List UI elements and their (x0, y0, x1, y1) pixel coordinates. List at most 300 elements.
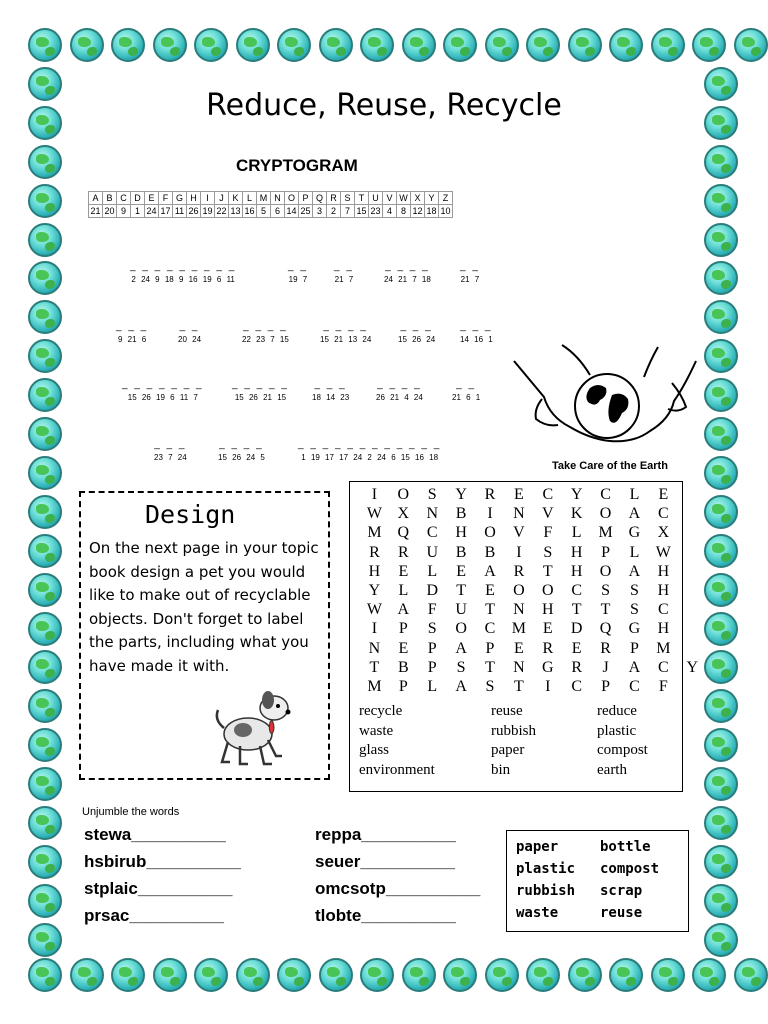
globe-icon (704, 261, 738, 295)
cryptogram-word (218, 440, 265, 462)
wordsearch-letter: P (601, 677, 611, 695)
wordsearch-letter: C (658, 505, 669, 523)
cryptogram-numbers: 15 26 24 (398, 335, 436, 344)
key-letter: L (243, 192, 257, 205)
key-code: 2 (327, 205, 341, 218)
wordsearch-letter: H (657, 562, 670, 580)
wordsearch-letter: Y (570, 486, 583, 503)
wordsearch-letter: M (367, 677, 382, 695)
wordsearch-letter: S (630, 581, 639, 599)
wordsearch-letter: T (485, 658, 495, 676)
wordsearch-letter: D (426, 581, 438, 599)
wordsearch-letter: R (398, 543, 409, 561)
key-code: 17 (160, 206, 171, 216)
key-letter: U (369, 192, 383, 205)
cryptogram-blanks: _ _ (179, 321, 200, 332)
image-caption: Take Care of the Earth (552, 460, 668, 472)
globe-icon (704, 534, 738, 568)
wordsearch-letter: P (485, 639, 495, 657)
wordsearch-letter: E (485, 581, 495, 599)
wordsearch-row (360, 600, 707, 619)
wordsearch-letter: F (427, 601, 437, 619)
globe-icon (704, 339, 738, 373)
hands-holding-earth-icon (512, 343, 698, 455)
wordsearch-row (360, 504, 707, 523)
globe-icon (704, 728, 738, 762)
globe-icon (609, 958, 643, 992)
wordsearch-letter: E (398, 562, 409, 580)
cryptogram-blanks: _ _ _ _ _ _ _ _ _ (130, 261, 237, 272)
cryptogram-blanks: _ _ _ (314, 379, 347, 390)
wordsearch-letter: R (571, 658, 583, 676)
globe-icon (28, 456, 62, 490)
globe-icon (692, 28, 726, 62)
dog-icon (210, 684, 300, 774)
cryptogram-blanks: _ _ (288, 261, 308, 272)
wordsearch-word: plastic (597, 722, 637, 739)
globe-icon (28, 689, 62, 723)
key-code: 22 (216, 206, 227, 216)
globe-icon (443, 958, 477, 992)
cryptogram-blanks: _ _ _ _ (385, 261, 430, 272)
cryptogram-word (312, 380, 349, 402)
globe-icon (485, 958, 519, 992)
wordsearch-letter: N (426, 505, 438, 523)
wordsearch-letter: M (598, 524, 613, 542)
answer-word: compost (600, 861, 660, 877)
cryptogram-blanks: _ _ _ (154, 439, 187, 450)
cryptogram-word (122, 380, 204, 402)
cryptogram-numbers: 18 14 23 (312, 393, 350, 402)
key-letter: N (271, 192, 285, 205)
wordsearch-letter: E (571, 639, 582, 657)
wordsearch-letter: W (366, 505, 382, 523)
wordsearch-grid (360, 485, 707, 696)
wordsearch-letter: C (658, 658, 669, 676)
cryptogram-numbers: 21 7 (334, 275, 354, 284)
cryptogram-blanks: _ _ _ (400, 321, 433, 332)
cryptogram-word (452, 380, 480, 402)
globe-icon (485, 28, 519, 62)
cryptogram-word (320, 322, 371, 344)
wordsearch-letter: L (398, 581, 409, 599)
unjumble-item: omcsotp__________ (315, 879, 481, 898)
cryptogram-blanks: _ _ _ (116, 321, 149, 332)
wordsearch-letter: H (455, 524, 467, 542)
cryptogram-word (460, 262, 480, 284)
cryptogram-numbers: 1 19 17 17 24 2 24 6 15 16 18 (301, 453, 439, 462)
wordsearch-letter: R (513, 562, 525, 580)
wordsearch-letter: P (601, 543, 611, 561)
cryptogram-numbers: 9 21 6 (118, 335, 147, 344)
wordsearch-letter: H (570, 543, 583, 561)
cryptogram-word (460, 322, 493, 344)
key-letter: I (201, 192, 215, 205)
wordsearch-letter: L (571, 524, 582, 542)
wordsearch-letter: W (655, 543, 671, 561)
key-letter: A (89, 192, 103, 205)
wordsearch-letter: C (600, 486, 611, 503)
wordsearch-letter: A (628, 562, 641, 580)
wordsearch-letter: Q (397, 524, 410, 542)
wordsearch-letter: P (427, 639, 437, 657)
wordsearch-letter: H (570, 562, 583, 580)
globe-icon (319, 958, 353, 992)
cryptogram-word (116, 322, 148, 344)
wordsearch-row (360, 485, 707, 504)
unjumble-item: reppa__________ (315, 825, 456, 844)
globe-icon (28, 845, 62, 879)
wordsearch-letter: Y (368, 581, 381, 599)
answer-word: reuse (600, 905, 643, 921)
globe-icon (28, 884, 62, 918)
key-letter: X (411, 192, 425, 205)
globe-icon (651, 28, 685, 62)
wordsearch-letter: O (455, 620, 467, 638)
wordsearch-letter: E (514, 486, 524, 503)
wordsearch-letter: V (542, 505, 554, 523)
key-code: 11 (173, 205, 187, 218)
globe-icon (277, 28, 311, 62)
wordsearch-word: recycle (359, 703, 403, 719)
page-title: Reduce, Reuse, Recycle (206, 88, 562, 123)
key-code: 4 (383, 205, 397, 218)
cryptogram-word (376, 380, 423, 402)
wordsearch-letter: S (543, 543, 553, 561)
wordsearch-letter: X (397, 505, 410, 523)
wordsearch-letter: N (513, 505, 525, 523)
wordsearch-letter: A (628, 505, 641, 523)
cryptogram-word (232, 380, 289, 402)
wordsearch-letter: C (629, 677, 640, 695)
wordsearch-letter: H (368, 562, 381, 580)
cryptogram-word (154, 440, 187, 462)
globe-icon (70, 958, 104, 992)
globe-icon (360, 28, 394, 62)
key-letter: O (285, 192, 299, 205)
wordsearch-letter: O (599, 562, 612, 580)
cryptogram-blanks: _ _ _ _ _ (232, 379, 289, 390)
wordsearch-letter: R (542, 639, 554, 657)
wordsearch-letter: T (571, 601, 582, 619)
wordsearch-letter: N (368, 639, 381, 657)
cryptogram-numbers: 23 7 24 (154, 453, 187, 462)
globe-icon (28, 223, 62, 257)
key-letter: R (327, 192, 341, 205)
key-letter: F (159, 192, 173, 205)
wordsearch-letter: H (542, 601, 554, 619)
wordsearch-letter: E (456, 562, 466, 580)
unjumble-item: prsac__________ (84, 906, 224, 925)
wordsearch-letter: E (398, 639, 409, 657)
key-letter: D (131, 192, 145, 205)
cryptogram-numbers: 24 21 7 18 (384, 275, 431, 284)
wordsearch-letter: A (628, 658, 641, 676)
wordsearch-letter: E (514, 639, 524, 657)
wordsearch-letter: Y (455, 486, 467, 503)
wordsearch-letter: Y (686, 658, 699, 676)
cryptogram-title: CRYPTOGRAM (236, 156, 358, 175)
globe-icon (28, 923, 62, 957)
wordsearch-letter: S (601, 581, 611, 599)
key-code: 16 (244, 206, 255, 216)
globe-icon (111, 28, 145, 62)
wordsearch-row (360, 523, 707, 542)
wordsearch-letter: M (656, 639, 671, 657)
globe-icon (236, 958, 270, 992)
globe-icon (28, 612, 62, 646)
wordsearch-word: glass (359, 742, 389, 758)
globe-icon (704, 767, 738, 801)
wordsearch-row (360, 562, 707, 581)
cryptogram-blanks: _ _ _ _ _ _ _ _ _ _ _ _ (298, 439, 442, 450)
globe-icon (28, 417, 62, 451)
wordsearch-letter: I (371, 486, 378, 503)
wordsearch-letter: S (630, 601, 639, 619)
wordsearch-letter: D (570, 620, 583, 638)
cryptogram-numbers: 14 16 1 (460, 335, 493, 344)
unjumble-item: hsbirub__________ (84, 852, 241, 871)
globe-icon (28, 767, 62, 801)
globe-icon (734, 958, 768, 992)
key-code: 5 (257, 205, 271, 218)
cryptogram-blanks: _ _ _ _ (323, 321, 368, 332)
wordsearch-letter: B (455, 543, 467, 561)
cryptogram-blanks: _ _ (334, 261, 354, 272)
cryptogram-blanks: _ _ _ _ (243, 321, 288, 332)
globe-icon (704, 300, 738, 334)
globe-icon (704, 612, 738, 646)
globe-icon (28, 495, 62, 529)
design-title: Design (145, 500, 236, 529)
cryptogram-blanks: _ _ _ _ (219, 439, 264, 450)
cryptogram-blanks: _ _ (456, 379, 477, 390)
globe-icon (704, 884, 738, 918)
unjumble-label: Unjumble the words (82, 806, 180, 818)
wordsearch-word: reuse (491, 703, 523, 719)
globe-icon (70, 28, 104, 62)
wordsearch-letter: G (628, 620, 641, 638)
wordsearch-row (360, 639, 707, 658)
wordsearch-letter: N (513, 601, 525, 619)
key-letter: H (187, 192, 201, 205)
cryptogram-numbers: 19 7 (288, 275, 308, 284)
wordsearch-row (360, 619, 707, 638)
wordsearch-letter: O (484, 524, 496, 542)
key-code: 13 (230, 206, 241, 216)
globe-icon (526, 958, 560, 992)
wordsearch-letter: P (398, 620, 408, 638)
wordsearch-letter: J (602, 658, 609, 676)
wordsearch-letter: B (484, 543, 496, 561)
wordsearch-letter: C (484, 620, 496, 638)
wordsearch-word: environment (359, 761, 435, 778)
globe-icon (28, 378, 62, 412)
wordsearch-letter: M (367, 524, 382, 542)
globe-icon (443, 28, 477, 62)
wordsearch-letter: R (484, 486, 496, 503)
cryptogram-key (88, 191, 453, 218)
globe-icon (28, 650, 62, 684)
wordsearch-letter: C (542, 486, 554, 503)
key-code: 25 (300, 206, 311, 216)
wordsearch-letter: S (485, 677, 495, 695)
globe-icon (153, 28, 187, 62)
cryptogram-numbers: 2 24 9 18 9 16 19 6 11 (131, 275, 235, 284)
wordsearch-row (360, 581, 707, 600)
key-letter: G (173, 192, 187, 205)
globe-icon (704, 417, 738, 451)
key-code: 6 (271, 205, 285, 218)
key-letter: T (355, 192, 369, 205)
answer-word: plastic (516, 861, 576, 877)
unjumble-item: stewa__________ (84, 825, 226, 844)
wordsearch-row (360, 658, 707, 677)
globe-icon (28, 300, 62, 334)
key-code: 15 (356, 206, 367, 216)
globe-icon (734, 28, 768, 62)
globe-icon (704, 223, 738, 257)
globe-icon (568, 958, 602, 992)
wordsearch-word: rubbish (491, 722, 536, 739)
cryptogram-numbers: 26 21 4 24 (376, 393, 423, 402)
globe-icon (28, 261, 62, 295)
wordsearch-letter: O (397, 486, 410, 503)
wordsearch-letter: L (427, 562, 438, 580)
cryptogram-numbers: 15 21 13 24 (320, 335, 372, 344)
key-code: 10 (440, 206, 451, 216)
wordsearch-letter: S (427, 620, 437, 638)
cryptogram-word (384, 262, 431, 284)
globe-icon (402, 28, 436, 62)
globe-icon (360, 958, 394, 992)
cryptogram-word (130, 262, 236, 284)
cryptogram-numbers: 15 26 24 5 (218, 453, 265, 462)
wordsearch-letter: S (456, 658, 466, 676)
wordsearch-letter: U (455, 601, 467, 619)
wordsearch-letter: P (630, 639, 639, 657)
cryptogram-word (288, 262, 308, 284)
answer-word: scrap (600, 883, 643, 899)
wordsearch-letter: H (657, 581, 670, 599)
key-letter: P (299, 192, 313, 205)
globe-icon (236, 28, 270, 62)
key-letter: V (383, 192, 397, 205)
cryptogram-numbers: 15 26 21 15 (234, 393, 287, 402)
cryptogram-blanks: _ _ _ (460, 321, 493, 332)
cryptogram-blanks: _ _ _ _ (377, 379, 422, 390)
wordsearch-letter: N (513, 658, 525, 676)
wordsearch-letter: F (543, 524, 553, 542)
key-letter: S (341, 192, 355, 205)
wordsearch-letter: X (657, 524, 670, 542)
wordsearch-word: waste (359, 722, 394, 739)
key-letter: C (117, 192, 131, 205)
globe-icon (704, 845, 738, 879)
wordsearch-letter: R (600, 639, 611, 657)
globe-icon (609, 28, 643, 62)
answer-word: paper (516, 839, 559, 855)
wordsearch-letter: P (427, 658, 437, 676)
key-code: 9 (117, 205, 131, 218)
wordsearch-letter: I (516, 543, 522, 561)
answer-word: rubbish (516, 883, 576, 899)
key-code: 14 (286, 206, 297, 216)
cryptogram-word (178, 322, 201, 344)
unjumble-item: stplaic__________ (84, 879, 233, 898)
wordsearch-letter: U (426, 543, 438, 561)
wordsearch-letter: C (658, 601, 669, 619)
globe-icon (692, 958, 726, 992)
wordsearch-letter: L (427, 677, 438, 695)
globe-icon (28, 728, 62, 762)
globe-icon (28, 534, 62, 568)
wordsearch-letter: G (628, 524, 641, 542)
wordsearch-letter: W (366, 601, 382, 619)
wordsearch-letter: I (487, 505, 493, 523)
wordsearch-word: reduce (597, 703, 637, 719)
wordsearch-letter: C (426, 524, 438, 542)
globe-icon (704, 456, 738, 490)
wordsearch-letter: T (456, 581, 466, 599)
globe-icon (704, 923, 738, 957)
globe-icon (704, 145, 738, 179)
globe-icon (568, 28, 602, 62)
wordsearch-letter: A (397, 601, 410, 619)
wordsearch-letter: A (484, 562, 496, 580)
key-letter: W (397, 192, 411, 205)
key-code: 8 (397, 205, 411, 218)
key-code: 3 (313, 205, 327, 218)
key-letter: M (257, 192, 271, 205)
wordsearch-letter: Q (599, 620, 612, 638)
wordsearch-letter: T (514, 677, 524, 695)
wordsearch-letter: R (369, 543, 380, 561)
cryptogram-word (398, 322, 435, 344)
key-letter: J (215, 192, 229, 205)
key-code: 12 (412, 206, 423, 216)
wordsearch-letter: V (513, 524, 525, 542)
globe-icon (111, 958, 145, 992)
globe-icon (277, 958, 311, 992)
answer-word: waste (516, 905, 559, 921)
globe-icon (704, 650, 738, 684)
wordsearch-word: compost (597, 742, 648, 758)
wordsearch-letter: O (542, 581, 554, 599)
key-code: 20 (104, 206, 115, 216)
globe-icon (704, 495, 738, 529)
key-code: 18 (426, 206, 437, 216)
cryptogram-blanks: _ _ _ _ _ _ _ (122, 379, 204, 390)
wordsearch-letter: L (629, 543, 640, 561)
globe-icon (28, 958, 62, 992)
globe-icon (319, 28, 353, 62)
design-instructions: On the next page in your topic book design a pet you would like to make out of recyclable objects. Don't forget to label the parts, including what you have made it with. (89, 539, 319, 675)
wordsearch-row (360, 543, 707, 562)
globe-icon (28, 28, 62, 62)
globe-icon (153, 958, 187, 992)
key-code: 19 (202, 206, 213, 216)
wordsearch-letter: T (485, 601, 495, 619)
key-code: 26 (188, 206, 199, 216)
wordsearch-letter: F (658, 677, 668, 695)
wordsearch-letter: G (542, 658, 554, 676)
wordsearch-letter: S (427, 486, 437, 503)
globe-icon (194, 958, 228, 992)
key-code: 24 (146, 206, 157, 216)
key-letter: E (145, 192, 159, 205)
globe-icon (704, 806, 738, 840)
